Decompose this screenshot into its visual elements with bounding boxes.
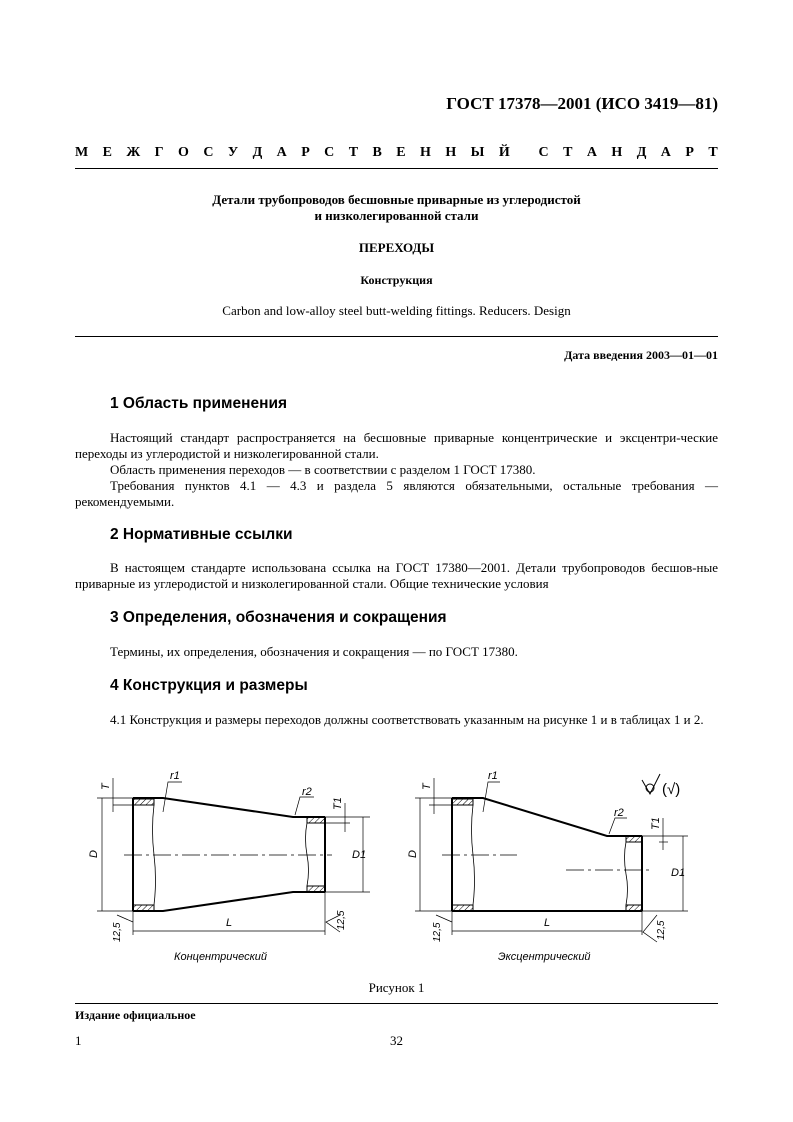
paragraph: В настоящем стандарте использована ссылка на ГОСТ 17380—2001. Детали трубопроводов бесшов-ные приварные из углеродистой и низколегированной стали. Общие технические условия bbox=[75, 560, 718, 591]
surface-finish-symbol bbox=[642, 774, 660, 794]
paragraph: 4.1 Конструкция и размеры переходов должны соответствовать указанным на рисунке 1 и в таблицах 1 и 2. bbox=[110, 712, 704, 727]
label-r1: r1 bbox=[170, 770, 180, 782]
header-letter: А bbox=[586, 145, 597, 160]
label-d1: D1 bbox=[671, 867, 686, 879]
label-t: T bbox=[100, 783, 112, 790]
label-t1: T1 bbox=[332, 797, 344, 810]
header-letter: В bbox=[372, 145, 382, 160]
header-letter: Р bbox=[685, 145, 694, 160]
label-t: T bbox=[421, 783, 433, 790]
header-letter: Р bbox=[301, 145, 310, 160]
label-r1: r1 bbox=[488, 770, 498, 782]
effective-date: Дата введения 2003—01—01 bbox=[564, 348, 718, 362]
header-letter: Ы bbox=[470, 145, 485, 160]
section-heading: 2 Нормативные ссылки bbox=[110, 526, 293, 543]
roughness-label: 12,5 bbox=[656, 920, 667, 940]
label-d1: D1 bbox=[352, 849, 367, 861]
section-heading: 3 Определения, обозначения и сокращения bbox=[110, 609, 447, 626]
roughness-label: 12,5 bbox=[336, 910, 347, 930]
section-heading: 4 Конструкция и размеры bbox=[110, 677, 308, 694]
concentric-caption: Концентрический bbox=[174, 951, 268, 963]
header-letter: С bbox=[538, 145, 549, 160]
paragraph: Область применения переходов — в соответствии с разделом 1 ГОСТ 17380. bbox=[110, 462, 536, 477]
standard-number: ГОСТ 17378—2001 (ИСО 3419—81) bbox=[446, 94, 718, 113]
eccentric-caption: Эксцентрический bbox=[498, 951, 591, 963]
header-letter: Т bbox=[708, 145, 718, 160]
label-l: L bbox=[544, 917, 551, 929]
title-line-2: и низколегированной стали bbox=[314, 208, 479, 223]
divider bbox=[75, 1003, 718, 1004]
header-letter: Н bbox=[611, 145, 623, 160]
header-letter: Д bbox=[636, 145, 647, 160]
label-t1: T1 bbox=[650, 817, 662, 830]
eccentric-reducer-drawing bbox=[415, 774, 688, 942]
header-letter: Н bbox=[420, 145, 431, 160]
concentric-reducer-drawing bbox=[97, 778, 370, 935]
page-number: 32 bbox=[390, 1033, 403, 1048]
figure-caption: Рисунок 1 bbox=[368, 980, 425, 995]
label-d: D bbox=[88, 850, 100, 858]
label-d: D bbox=[407, 850, 419, 858]
subject: ПЕРЕХОДЫ bbox=[358, 240, 435, 255]
header-letter: О bbox=[178, 145, 189, 160]
header-letter: Д bbox=[252, 145, 263, 160]
section-heading: 1 Область применения bbox=[110, 395, 288, 412]
edition-note: Издание официальное bbox=[75, 1008, 196, 1022]
subtitle: Конструкция bbox=[360, 273, 433, 287]
paragraph: Термины, их определения, обозначения и сокращения — по ГОСТ 17380. bbox=[110, 644, 518, 659]
header-letter: Й bbox=[498, 145, 510, 160]
english-title: Carbon and low-alloy steel butt-welding fittings. Reducers. Design bbox=[222, 303, 571, 318]
title-line-1: Детали трубопроводов бесшовные приварные из углеродистой bbox=[212, 192, 581, 207]
header-letter: С bbox=[324, 145, 335, 160]
header-letter: Е bbox=[102, 145, 112, 160]
label-l: L bbox=[226, 917, 233, 929]
header-letter: Н bbox=[445, 145, 457, 160]
header-letter: С bbox=[203, 145, 214, 160]
paragraph: Настоящий стандарт распространяется на бесшовные приварные концентрические и эксцентри-ческие переходы из углеродистой и низколегированной стали. bbox=[75, 430, 718, 461]
header-letter: Ж bbox=[126, 145, 141, 160]
label-r2: r2 bbox=[302, 786, 312, 798]
header-letter: А bbox=[660, 145, 671, 160]
paragraph: Требования пунктов 4.1 — 4.3 и раздела 5 являются обязательными, остальные требования — рекомендуемыми. bbox=[75, 478, 718, 509]
roughness-label: 12,5 bbox=[112, 922, 123, 942]
header-letter: Т bbox=[563, 145, 573, 160]
header-letter: Г bbox=[154, 145, 164, 160]
header-letter: Т bbox=[348, 145, 359, 160]
header-letter: Е bbox=[396, 145, 406, 160]
roughness-label: 12,5 bbox=[432, 922, 443, 942]
sheet-number: 1 bbox=[75, 1033, 82, 1048]
label-r2: r2 bbox=[614, 807, 624, 819]
header-letter: М bbox=[75, 145, 89, 160]
header-letter: А bbox=[276, 145, 287, 160]
surface-finish-note: (√) bbox=[662, 781, 681, 798]
header-letter: У bbox=[227, 145, 239, 160]
